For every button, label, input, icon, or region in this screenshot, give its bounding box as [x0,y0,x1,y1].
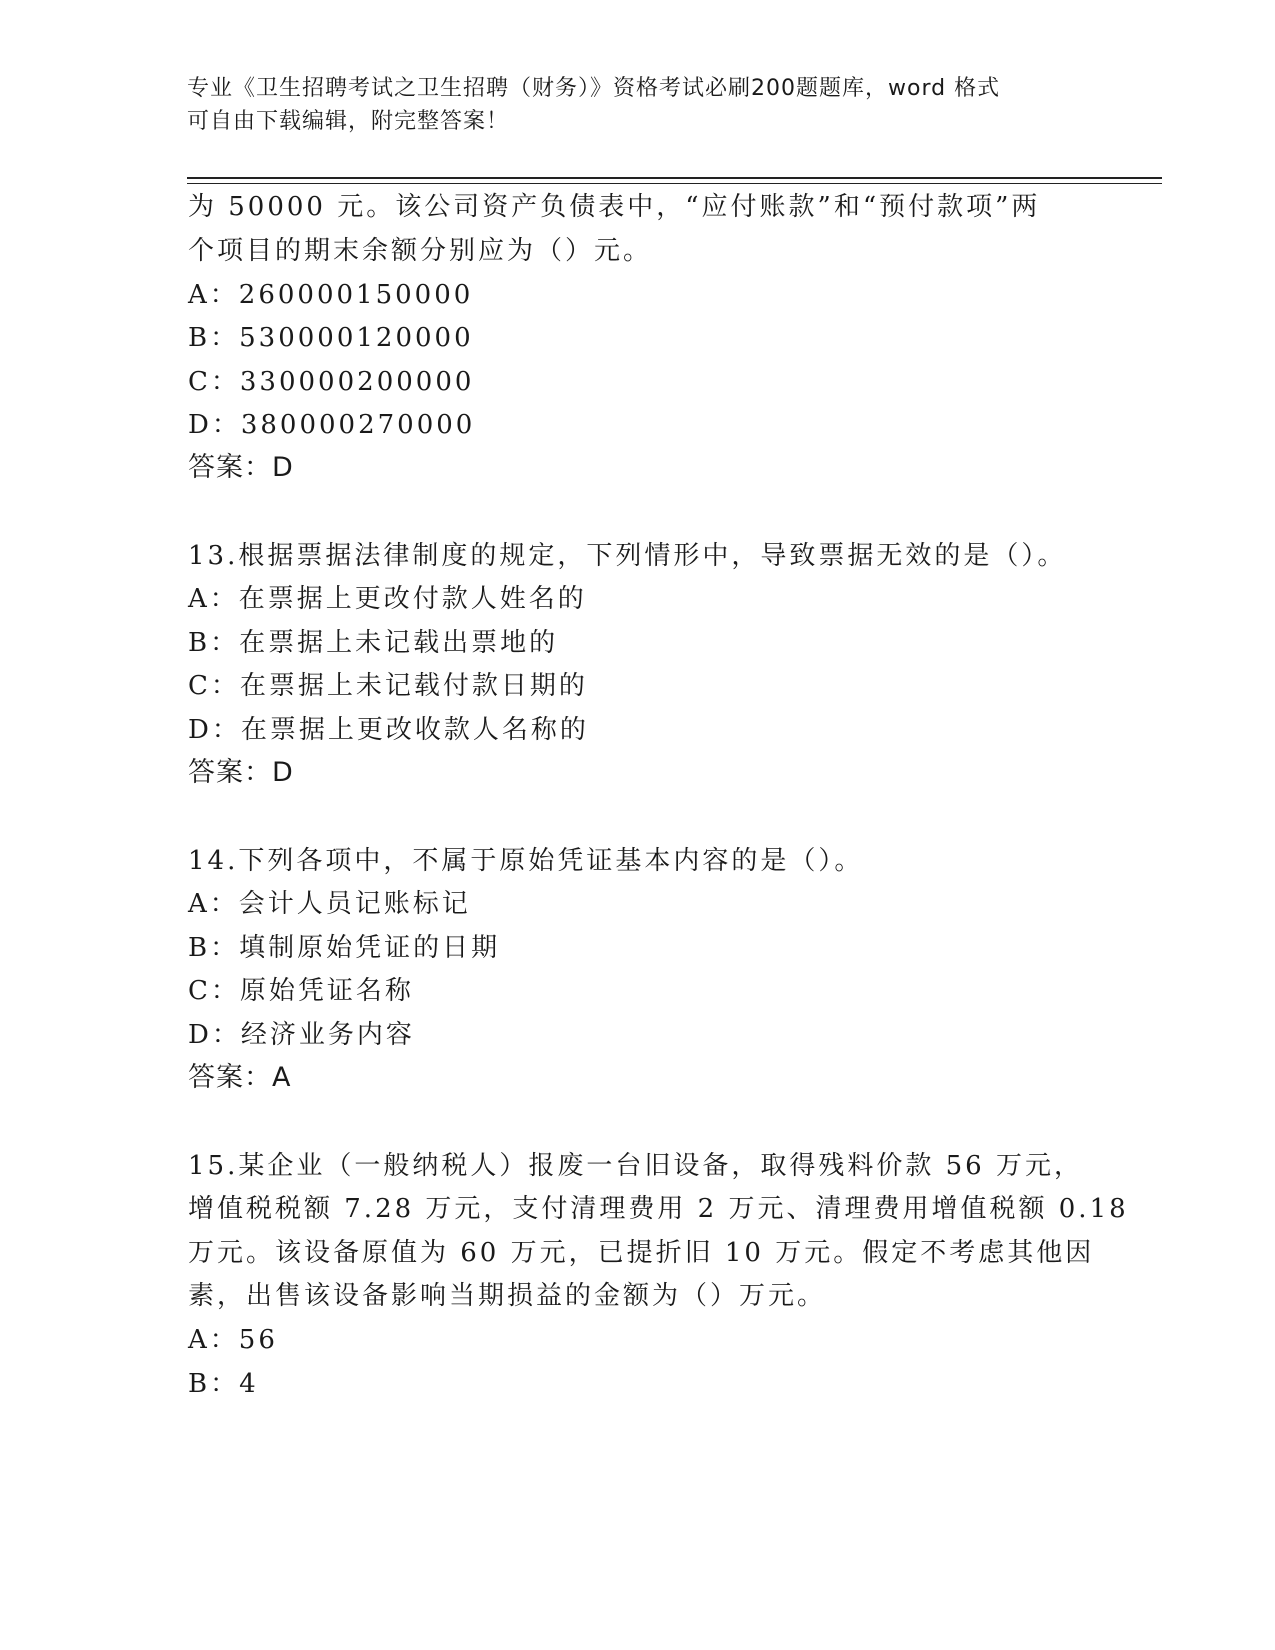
q13-option-a: A：在票据上更改付款人姓名的 [188,584,587,614]
q12-option-a: A：260000150000 [188,280,474,310]
q12-option-b: B：530000120000 [188,323,474,353]
q15-stem-line-1: 15.某企业（一般纳税人）报废一台旧设备，取得残料价款 56 万元， [188,1151,1083,1181]
header-divider-thin [187,183,1162,184]
header-line-2: 可自由下载编辑，附完整答案！ [187,109,510,134]
q15-option-a: A：56 [188,1325,278,1355]
q12-stem-line-2: 个项目的期末余额分别应为（）元。 [188,236,653,266]
q13-option-b: B：在票据上未记载出票地的 [188,628,559,658]
q12-option-c: C：330000200000 [188,367,475,397]
q12-option-d: D：380000270000 [188,410,476,440]
q13-stem-line-1: 13.根据票据法律制度的规定，下列情形中，导致票据无效的是（）。 [188,541,1067,571]
q15-stem-line-4: 素，出售该设备影响当期损益的金额为（）万元。 [188,1281,827,1311]
q14-option-b: B：填制原始凭证的日期 [188,933,501,963]
document-header [187,72,1087,138]
q13-answer: 答案：D [188,757,294,788]
q12-stem-line-1: 为 50000 元。该公司资产负债表中，“应付账款”和“预付款项”两 [188,192,1041,222]
q13-option-c: C：在票据上未记载付款日期的 [188,671,588,701]
q14-option-a: A：会计人员记账标记 [188,889,471,919]
header-line-1: 专业《卫生招聘考试之卫生招聘（财务）》资格考试必刷200题题库，word 格式 [187,76,1001,101]
q14-option-d: D：经济业务内容 [188,1020,415,1050]
header-divider-thick [187,177,1162,179]
q15-stem-line-3: 万元。该设备原值为 60 万元，已提折旧 10 万元。假定不考虑其他因 [188,1238,1095,1268]
q15-stem-line-2: 增值税税额 7.28 万元，支付清理费用 2 万元、清理费用增值税额 0.18 [188,1194,1129,1224]
q14-stem-line-1: 14.下列各项中，不属于原始凭证基本内容的是（）。 [188,846,864,876]
q14-option-c: C：原始凭证名称 [188,976,414,1006]
q12-answer: 答案：D [188,452,294,483]
q15-option-b: B：4 [188,1369,259,1399]
q14-answer: 答案：A [188,1062,292,1093]
q13-option-d: D：在票据上更改收款人名称的 [188,715,589,745]
